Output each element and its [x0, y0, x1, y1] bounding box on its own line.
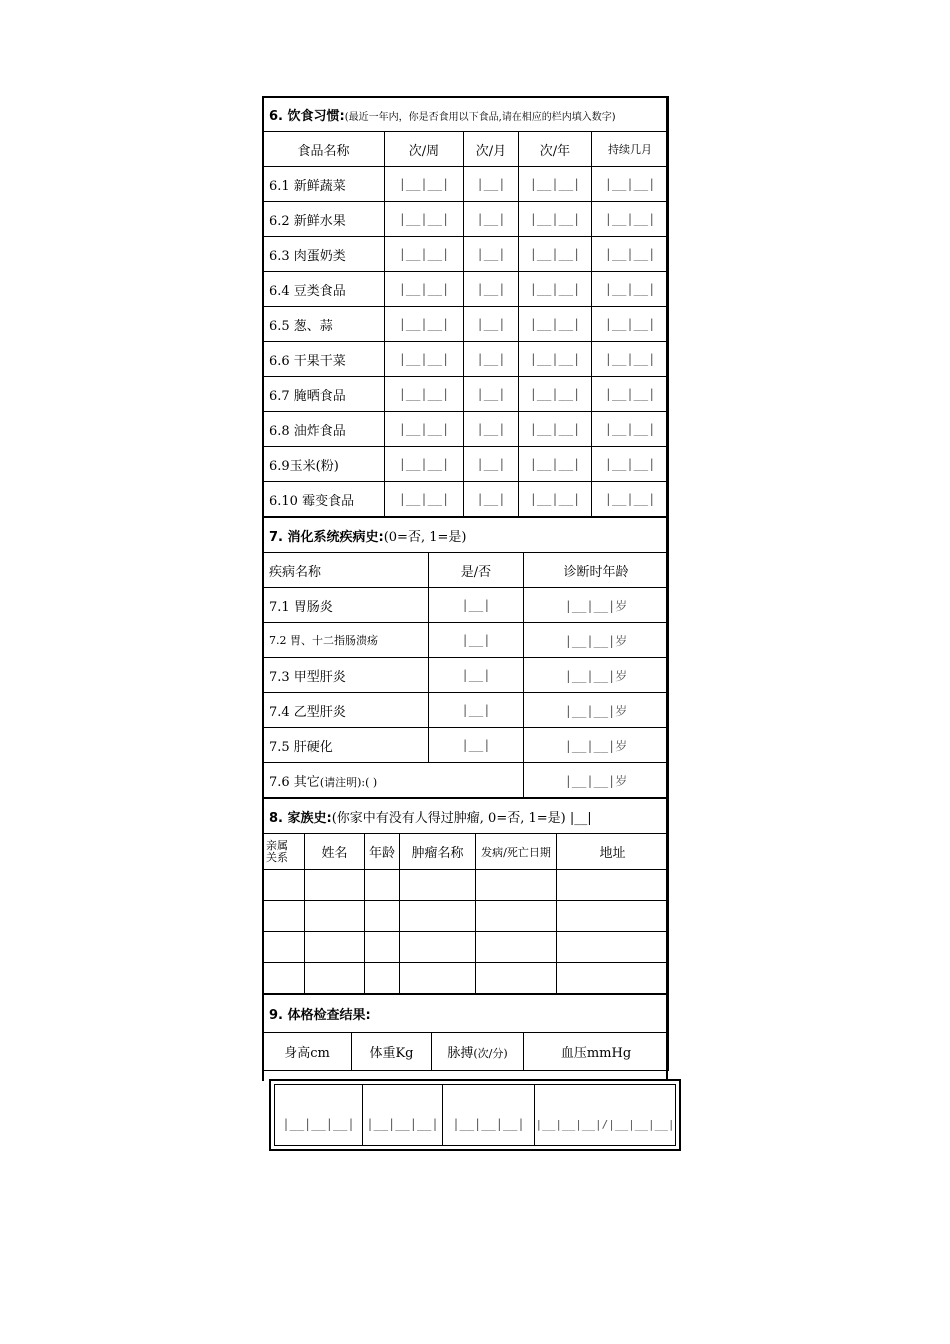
per-week-field[interactable]: |__|__|	[385, 307, 464, 342]
relation-cell[interactable]	[263, 932, 305, 963]
per-month-field[interactable]: |__|	[464, 167, 519, 202]
digestive-col-disease: 疾病名称	[263, 553, 429, 588]
exam-section-title: 9. 体格检查结果:	[269, 1008, 371, 1023]
disease-row	[263, 623, 669, 658]
relation-cell[interactable]	[263, 870, 305, 901]
exam-col-bp: 血压mmHg	[524, 1033, 669, 1071]
address-cell[interactable]	[557, 963, 669, 994]
exam-values-inner	[274, 1084, 676, 1146]
per-month-field[interactable]: |__|	[464, 237, 519, 272]
per-week-field[interactable]: |__|__|	[385, 482, 464, 517]
duration-field[interactable]: |__|__|	[592, 412, 669, 447]
family-col-tumor: 肿瘤名称	[400, 834, 476, 870]
diet-food-label: 6.6 干果干菜	[263, 342, 385, 377]
per-year-field[interactable]: |__|__|	[519, 412, 592, 447]
per-month-field[interactable]: |__|	[464, 272, 519, 307]
relation-cell[interactable]	[263, 901, 305, 932]
diagnosis-age-field[interactable]: |__|__|岁	[524, 588, 669, 623]
per-month-field[interactable]: |__|	[464, 412, 519, 447]
exam-col-weight: 体重Kg	[352, 1033, 432, 1071]
other-disease-field[interactable]	[263, 763, 524, 798]
address-cell[interactable]	[557, 870, 669, 901]
age-cell[interactable]	[365, 963, 400, 994]
height-field[interactable]: |__|__|__|	[275, 1085, 363, 1145]
diet-row	[263, 447, 669, 482]
tumor-cell[interactable]	[400, 932, 476, 963]
digestive-col-age: 诊断时年龄	[524, 553, 669, 588]
diet-food-label: 6.1 新鲜蔬菜	[263, 167, 385, 202]
tumor-cell[interactable]	[400, 963, 476, 994]
family-row	[263, 901, 669, 932]
family-col-relation	[263, 834, 305, 870]
family-col-date: 发病/死亡日期	[476, 834, 557, 870]
family-col-address: 地址	[557, 834, 669, 870]
per-year-field[interactable]: |__|__|	[519, 377, 592, 412]
per-week-field[interactable]: |__|__|	[385, 237, 464, 272]
family-col-relation-line2: 关系	[266, 850, 288, 864]
disease-row	[263, 693, 669, 728]
diet-row	[263, 377, 669, 412]
diet-row	[263, 167, 669, 202]
duration-field[interactable]: |__|__|	[592, 307, 669, 342]
per-month-field[interactable]: |__|	[464, 482, 519, 517]
disease-row-other	[263, 763, 669, 798]
duration-field[interactable]: |__|__|	[592, 272, 669, 307]
per-week-field[interactable]: |__|__|	[385, 202, 464, 237]
tumor-cell[interactable]	[400, 901, 476, 932]
diagnosis-age-field[interactable]: |__|__|岁	[524, 728, 669, 763]
family-row	[263, 932, 669, 963]
date-cell[interactable]	[476, 963, 557, 994]
diet-habits-table	[262, 96, 669, 517]
name-cell[interactable]	[305, 932, 365, 963]
disease-label: 7.4 乙型肝炎	[263, 693, 429, 728]
diet-food-label: 6.10 霉变食品	[263, 482, 385, 517]
diet-row	[263, 412, 669, 447]
disease-label: 7.1 胃肠炎	[263, 588, 429, 623]
family-row	[263, 963, 669, 994]
per-year-field[interactable]: |__|__|	[519, 237, 592, 272]
age-cell[interactable]	[365, 870, 400, 901]
date-cell[interactable]	[476, 901, 557, 932]
pulse-field[interactable]: |__|__|__|	[443, 1085, 535, 1145]
disease-label: 7.2 胃、十二指肠溃疡	[263, 623, 429, 658]
exam-col-pulse-unit: (次/分)	[473, 1047, 508, 1060]
disease-label: 7.5 肝硬化	[263, 728, 429, 763]
exam-col-pulse-label: 脉搏	[447, 1046, 474, 1061]
diet-row	[263, 307, 669, 342]
per-year-field[interactable]: |__|__|	[519, 272, 592, 307]
per-month-field[interactable]: |__|	[464, 307, 519, 342]
yes-no-field[interactable]: |__|	[429, 588, 524, 623]
family-history-table	[262, 798, 669, 994]
family-row	[263, 870, 669, 901]
diet-row	[263, 202, 669, 237]
diet-section-note-b: 请在相应的栏内填入数字)	[501, 111, 616, 123]
per-year-field[interactable]: |__|__|	[519, 202, 592, 237]
diet-row	[263, 272, 669, 307]
name-cell[interactable]	[305, 870, 365, 901]
per-month-field[interactable]: |__|	[464, 447, 519, 482]
per-month-field[interactable]: |__|	[464, 202, 519, 237]
exam-col-pulse	[432, 1033, 524, 1071]
family-section-title: 8. 家族史:	[269, 810, 332, 826]
diet-section-note-a: (最近一年内，你是否食用以下食品,	[344, 111, 502, 123]
diet-section-header	[263, 97, 669, 132]
name-cell[interactable]	[305, 901, 365, 932]
duration-field[interactable]: |__|__|	[592, 482, 669, 517]
family-section-header	[263, 799, 669, 834]
diet-col-per-month: 次/月	[464, 132, 519, 167]
family-col-relation-line1: 亲属	[266, 838, 288, 852]
family-col-age: 年龄	[365, 834, 400, 870]
blood-pressure-field[interactable]: |__|__|__|/|__|__|__|	[535, 1117, 675, 1131]
diagnosis-age-field[interactable]: |__|__|岁	[524, 658, 669, 693]
per-month-field[interactable]: |__|	[464, 377, 519, 412]
duration-field[interactable]: |__|__|	[592, 342, 669, 377]
duration-field[interactable]: |__|__|	[592, 377, 669, 412]
age-cell[interactable]	[365, 932, 400, 963]
diet-food-label: 6.9玉米(粉)	[263, 447, 385, 482]
per-week-field[interactable]: |__|__|	[385, 167, 464, 202]
per-year-field[interactable]: |__|__|	[519, 342, 592, 377]
diagnosis-age-field[interactable]: |__|__|岁	[524, 693, 669, 728]
diet-food-label: 6.4 豆类食品	[263, 272, 385, 307]
other-disease-note: (请注明):( )	[319, 775, 378, 789]
diet-col-duration: 持续几月	[592, 132, 669, 167]
digestive-col-yes-no: 是/否	[429, 553, 524, 588]
duration-field[interactable]: |__|__|	[592, 237, 669, 272]
yes-no-field[interactable]: |__|	[429, 728, 524, 763]
per-year-field[interactable]: |__|__|	[519, 167, 592, 202]
diet-food-label: 6.8 油炸食品	[263, 412, 385, 447]
diet-col-per-week: 次/周	[385, 132, 464, 167]
disease-row	[263, 658, 669, 693]
address-cell[interactable]	[557, 932, 669, 963]
diagnosis-age-field[interactable]: |__|__|岁	[524, 763, 669, 798]
per-year-field[interactable]: |__|__|	[519, 307, 592, 342]
per-year-field[interactable]: |__|__|	[519, 447, 592, 482]
physical-exam-table	[262, 994, 669, 1071]
duration-field[interactable]: |__|__|	[592, 167, 669, 202]
diet-col-food: 食品名称	[263, 132, 385, 167]
family-section-note[interactable]: (你家中有没有人得过肿瘤, 0=否, 1=是) |__|	[331, 810, 592, 826]
relation-cell[interactable]	[263, 963, 305, 994]
diagnosis-age-field[interactable]: |__|__|岁	[524, 623, 669, 658]
per-week-field[interactable]: |__|__|	[385, 412, 464, 447]
diet-row	[263, 482, 669, 517]
exam-values-box	[269, 1079, 681, 1151]
diet-row	[263, 342, 669, 377]
weight-field[interactable]: |__|__|__|	[363, 1085, 443, 1145]
name-cell[interactable]	[305, 963, 365, 994]
per-week-field[interactable]: |__|__|	[385, 342, 464, 377]
yes-no-field[interactable]: |__|	[429, 658, 524, 693]
per-month-field[interactable]: |__|	[464, 342, 519, 377]
digestive-section-title: 7. 消化系统疾病史:	[269, 529, 384, 545]
yes-no-field[interactable]: |__|	[429, 693, 524, 728]
per-week-field[interactable]: |__|__|	[385, 377, 464, 412]
yes-no-field[interactable]: |__|	[429, 623, 524, 658]
date-cell[interactable]	[476, 932, 557, 963]
diet-row	[263, 237, 669, 272]
duration-field[interactable]: |__|__|	[592, 202, 669, 237]
exam-col-height: 身高cm	[263, 1033, 352, 1071]
exam-section-header	[263, 995, 669, 1033]
age-cell[interactable]	[365, 901, 400, 932]
digestive-section-note: (0=否, 1=是)	[383, 529, 467, 545]
diet-food-label: 6.7 腌晒食品	[263, 377, 385, 412]
disease-row	[263, 728, 669, 763]
date-cell[interactable]	[476, 870, 557, 901]
tumor-cell[interactable]	[400, 870, 476, 901]
questionnaire-form	[262, 96, 668, 1071]
diet-col-per-year: 次/年	[519, 132, 592, 167]
diet-food-label: 6.5 葱、蒜	[263, 307, 385, 342]
diet-food-label: 6.3 肉蛋奶类	[263, 237, 385, 272]
per-week-field[interactable]: |__|__|	[385, 447, 464, 482]
per-week-field[interactable]: |__|__|	[385, 272, 464, 307]
disease-label: 7.3 甲型肝炎	[263, 658, 429, 693]
digestive-history-table	[262, 517, 669, 798]
diet-food-label: 6.2 新鲜水果	[263, 202, 385, 237]
duration-field[interactable]: |__|__|	[592, 447, 669, 482]
diet-section-title: 6. 饮食习惯:	[269, 108, 345, 124]
disease-row	[263, 588, 669, 623]
family-col-name: 姓名	[305, 834, 365, 870]
per-year-field[interactable]: |__|__|	[519, 482, 592, 517]
other-disease-label: 7.6 其它	[269, 774, 320, 790]
digestive-section-header	[263, 518, 669, 553]
address-cell[interactable]	[557, 901, 669, 932]
